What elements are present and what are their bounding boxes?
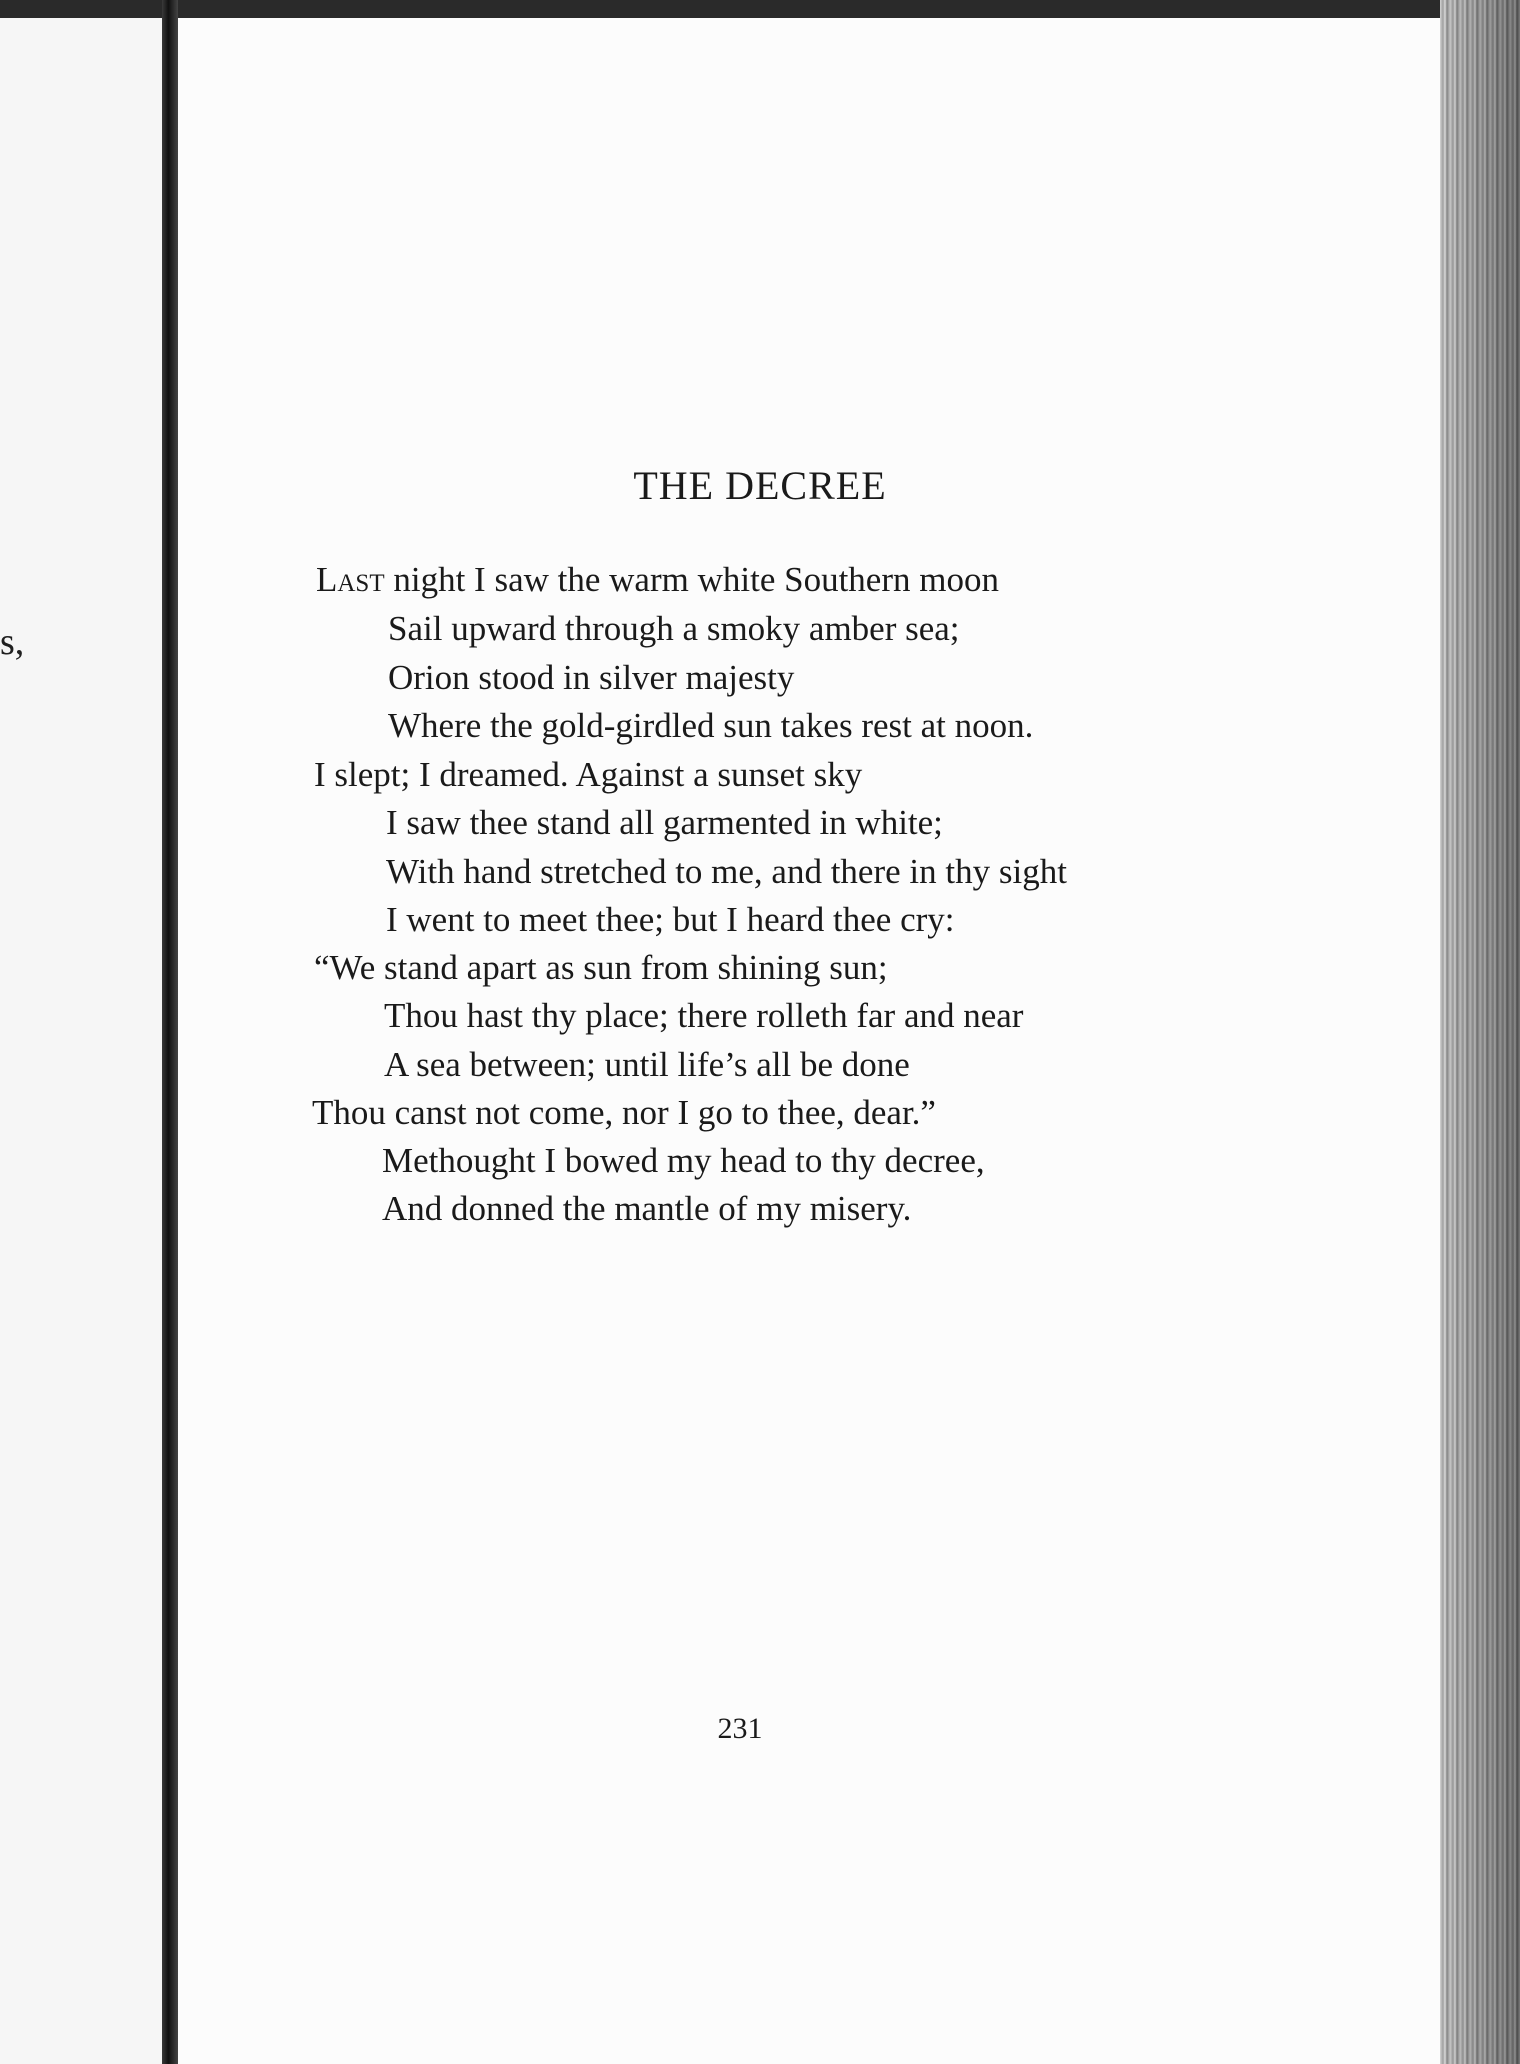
poem-line-11: A sea between; until life’s all be done <box>384 1045 910 1084</box>
poem-line-6: I saw thee stand all garmented in white; <box>386 803 943 842</box>
left-page-text-fragment: s, <box>0 621 25 663</box>
poem-title: THE DECREE <box>633 463 887 508</box>
poem-line-7: With hand stretched to me, and there in thy sight <box>386 852 1067 891</box>
poem-line-14: And donned the mantle of my misery. <box>382 1189 912 1228</box>
poem-line-5: I slept; I dreamed. Against a sunset sky <box>314 755 863 794</box>
book-gutter <box>162 0 178 2064</box>
poem-line-1 <box>316 560 999 600</box>
poem-line-10: Thou hast thy place; there rolleth far and near <box>384 996 1024 1035</box>
left-page <box>0 18 162 2064</box>
poem-line-1-text: night I saw the warm white Southern moon <box>384 560 999 599</box>
poem-first-word: Last <box>316 560 385 599</box>
poem-line-8: I went to meet thee; but I heard thee cry: <box>386 900 955 939</box>
scan-top-edge <box>0 0 1520 18</box>
poem-line-9: “We stand apart as sun from shining sun; <box>314 948 888 987</box>
poem-line-3: Orion stood in silver majesty <box>388 658 795 697</box>
page-number: 231 <box>717 1712 763 1745</box>
fore-edge-shadow <box>1440 0 1520 2064</box>
poem-line-13: Methought I bowed my head to thy decree, <box>382 1141 985 1180</box>
poem-line-2: Sail upward through a smoky amber sea; <box>388 609 960 648</box>
poem-line-4: Where the gold-girdled sun takes rest at noon. <box>388 706 1034 745</box>
right-page <box>178 18 1440 2064</box>
poem-line-12: Thou canst not come, nor I go to thee, dear.” <box>312 1093 936 1132</box>
